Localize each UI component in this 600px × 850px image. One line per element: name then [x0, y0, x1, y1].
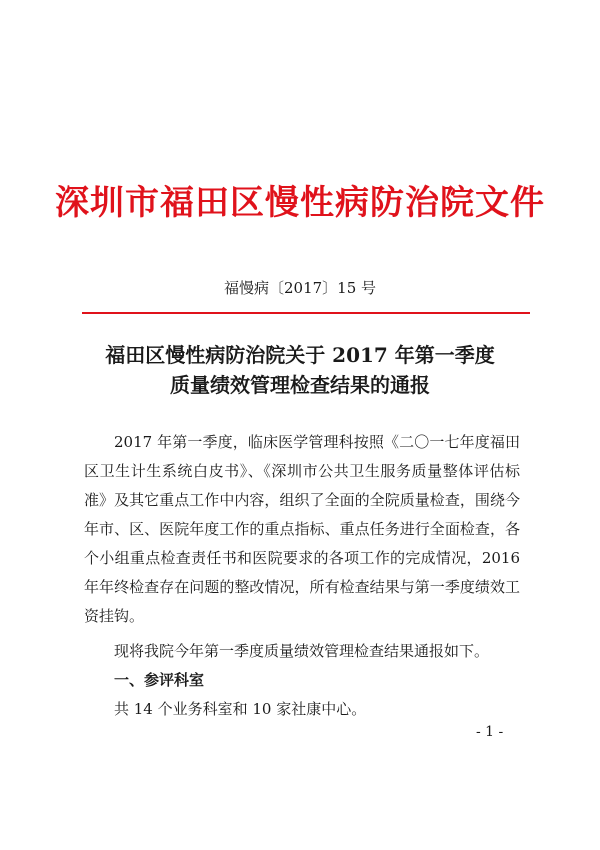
document-body [84, 428, 520, 724]
document-number: 福慢病〔2017〕15 号 [223, 279, 377, 297]
body-paragraph-2: 现将我院今年第一季度质量绩效管理检查结果通报如下。 [114, 642, 490, 660]
document-title-line-2: 质量绩效管理检查结果的通报 [170, 373, 430, 397]
red-divider-line [82, 312, 530, 314]
body-paragraph-3: 共 14 个业务科室和 10 家社康中心。 [114, 700, 367, 718]
issuing-authority-title: 深圳市福田区慢性病防治院文件 [55, 183, 545, 223]
document-title [0, 340, 600, 400]
document-title-line-1: 福田区慢性病防治院关于 2017 年第一季度 [105, 343, 495, 367]
body-paragraph-1: 2017 年第一季度，临床医学管理科按照《二〇一七年度福田区卫生计生系统白皮书》、《深圳市公共卫生服务质量整体评估标准》及其它重点工作中内容，组织了全面的全院质量检查，围绕今年市、区、医院年度工作的重点指标、重点任务进行全面检查，各个小组重点检查责任书和医院要求的各项工作的完成情况，2016 年年终检查存在问题的整改情况，所有检查结果与第一季度绩效工资挂钩。 [84, 433, 520, 625]
page-number: - 1 - [476, 724, 504, 740]
section-heading-1: 一、参评科室 [114, 671, 205, 689]
